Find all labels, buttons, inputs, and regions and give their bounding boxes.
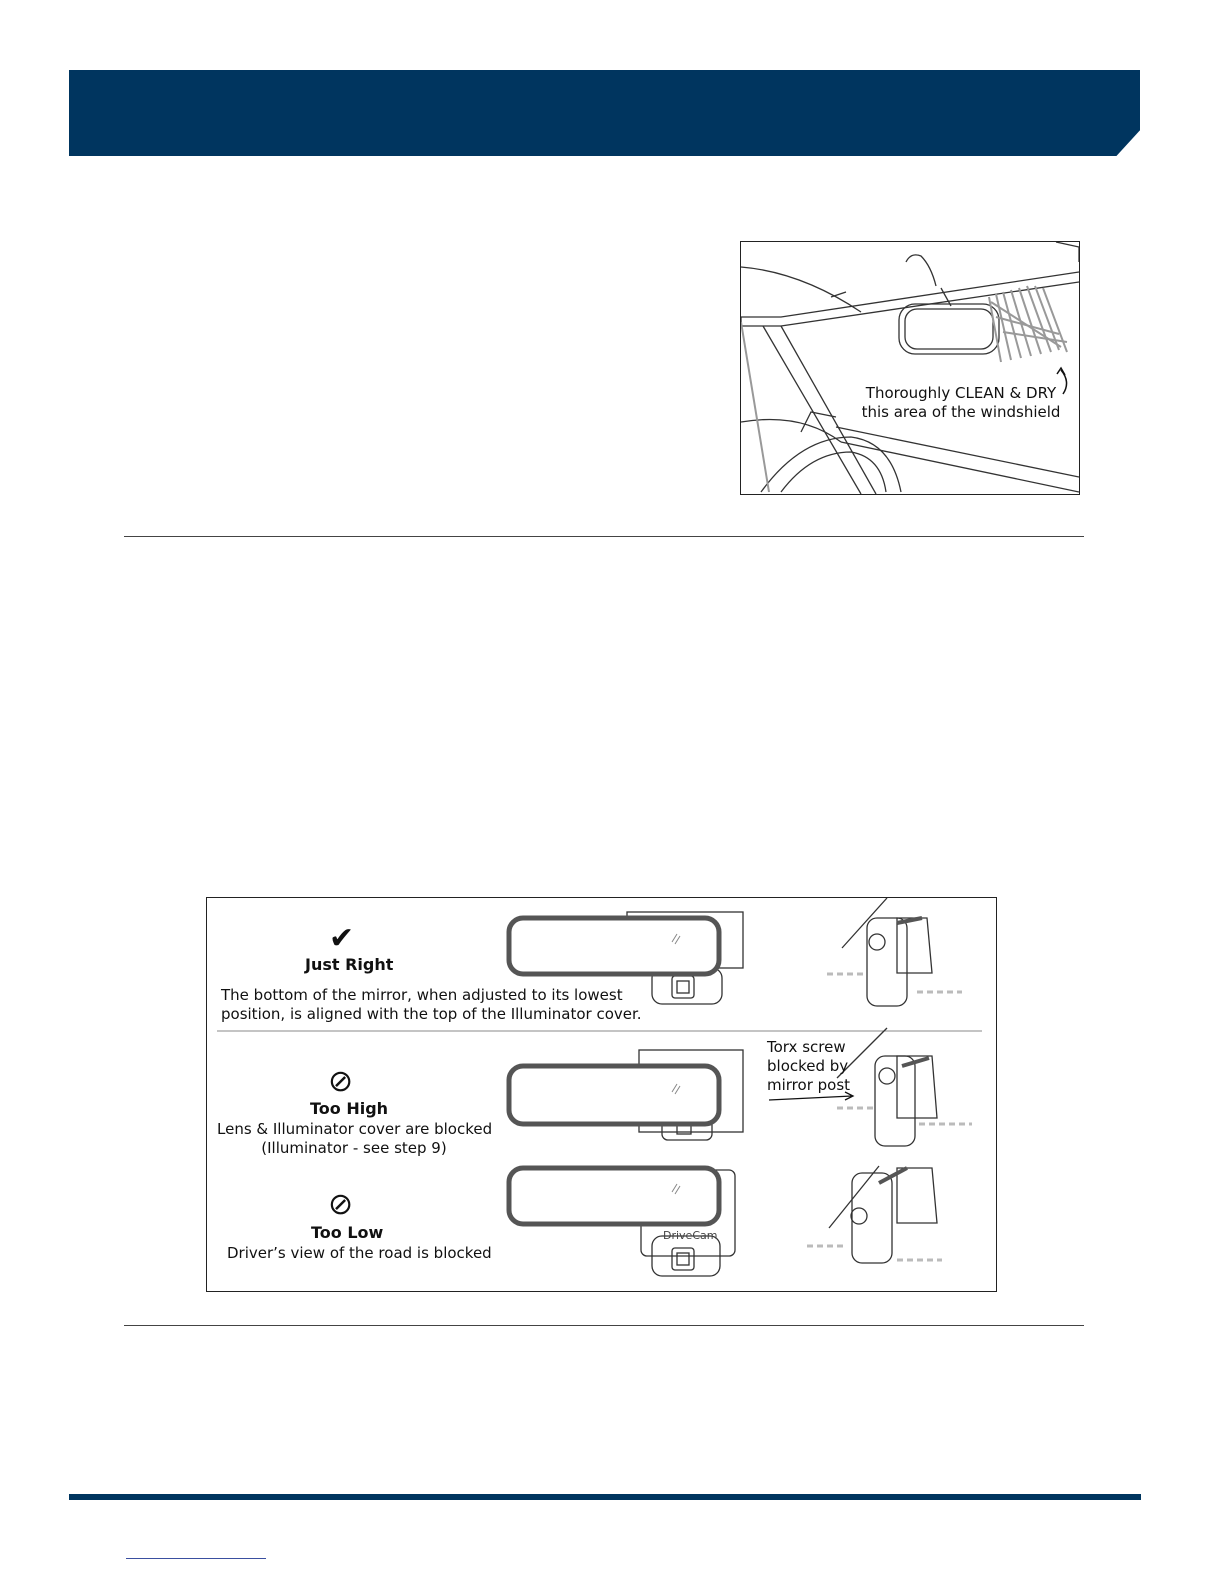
too-low-title: Too Low	[311, 1223, 384, 1242]
too-high-title: Too High	[310, 1099, 389, 1118]
section-divider-1	[124, 536, 1084, 537]
prohibited-icon: ⊘	[328, 1064, 354, 1099]
device-brand-label: DriveCam	[663, 1229, 718, 1242]
prohibited-icon: ⊘	[328, 1187, 354, 1222]
just-right-desc-2: position, is aligned with the top of the Illuminator cover.	[221, 1005, 642, 1023]
header-banner	[69, 70, 1140, 156]
torx-note-line-3: mirror post	[767, 1076, 851, 1094]
windshield-illustration	[741, 242, 1080, 495]
callout-line-1: Thoroughly CLEAN & DRY	[865, 384, 1057, 402]
too-low-desc: Driver’s view of the road is blocked	[227, 1244, 492, 1262]
torx-note-line-1: Torx screw	[767, 1038, 846, 1056]
footer-bar	[69, 1494, 1141, 1500]
torx-note-line-2: blocked by	[767, 1057, 849, 1075]
just-right-title: Just Right	[305, 955, 394, 974]
section-divider-2	[124, 1325, 1084, 1326]
windshield-figure	[740, 241, 1080, 495]
too-high-desc-1: Lens & Illuminator cover are blocked	[217, 1120, 493, 1138]
footer-link-underline[interactable]	[126, 1558, 266, 1559]
too-high-desc-2: (Illuminator - see step 9)	[261, 1139, 447, 1157]
callout-line-2: this area of the windshield	[861, 403, 1061, 421]
just-right-desc-1: The bottom of the mirror, when adjusted to its lowest	[221, 986, 623, 1004]
mirror-alignment-figure	[206, 897, 997, 1292]
checkmark-icon: ✔	[329, 921, 355, 956]
